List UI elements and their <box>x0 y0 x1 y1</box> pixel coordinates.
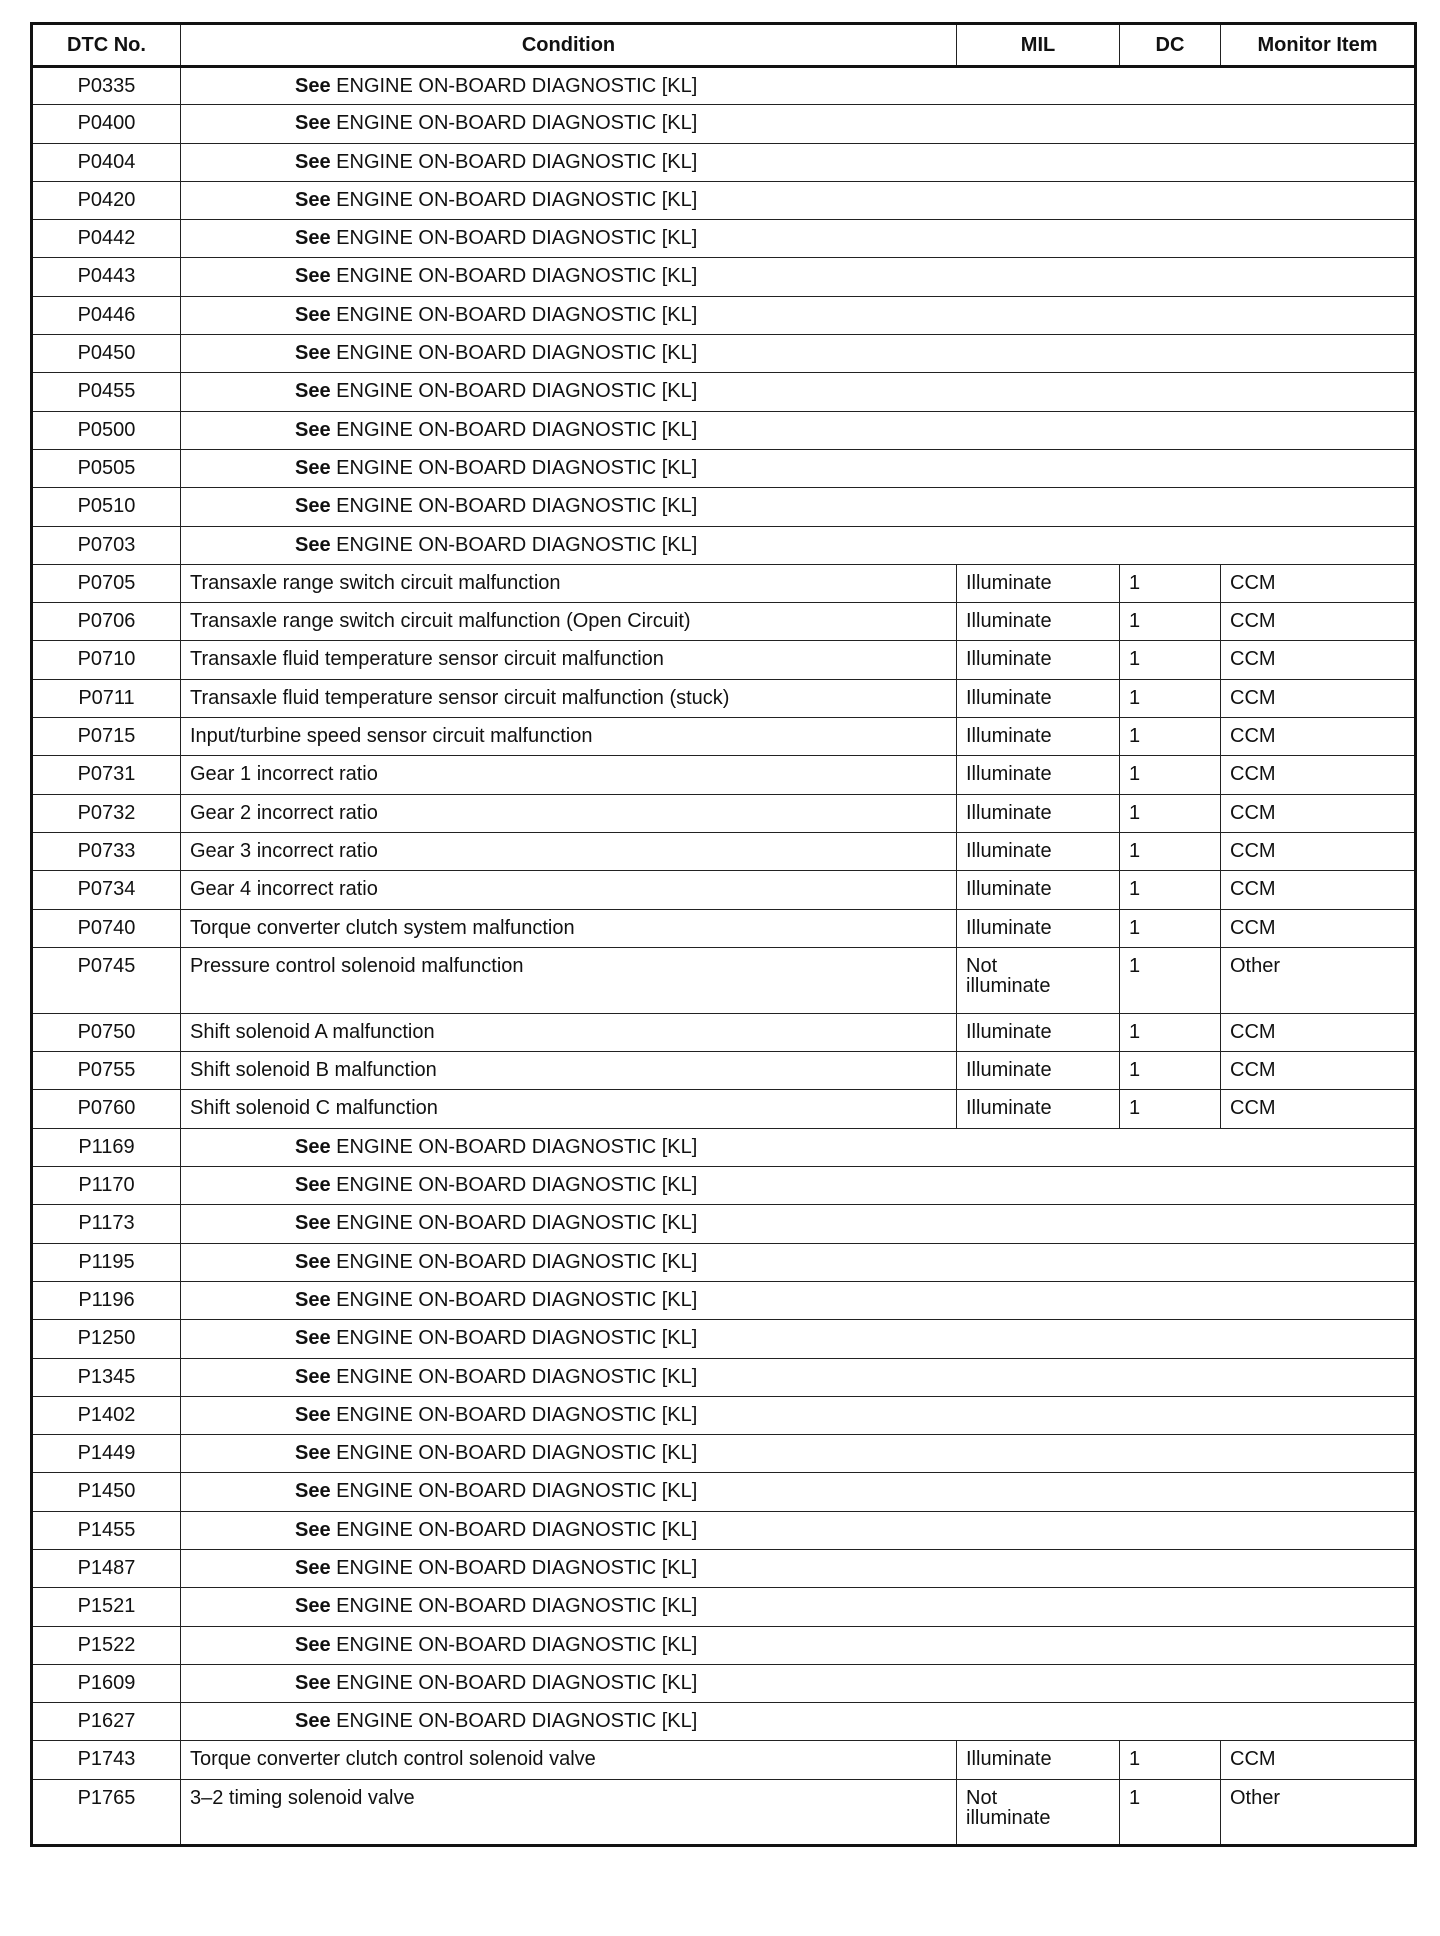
mil-cell: Illuminate <box>957 832 1120 870</box>
mil-cell: Illuminate <box>957 871 1120 909</box>
table-row <box>32 871 1416 909</box>
see-reference-text: ENGINE ON-BOARD DIAGNOSTIC [KL] <box>336 1518 698 1541</box>
condition-cell: Input/turbine speed sensor circuit malfunction <box>181 718 957 756</box>
table-row <box>32 679 1416 717</box>
see-reference-cell <box>181 1549 1416 1587</box>
dtc-cell: P0404 <box>32 143 181 181</box>
see-reference-cell <box>181 1703 1416 1741</box>
table-row <box>32 526 1416 564</box>
dtc-cell: P0760 <box>32 1090 181 1128</box>
see-prefix: See <box>295 1403 331 1426</box>
mil-cell: Illuminate <box>957 756 1120 794</box>
dc-cell: 1 <box>1120 603 1221 641</box>
see-prefix: See <box>295 1174 331 1197</box>
dc-cell: 1 <box>1120 909 1221 947</box>
table-row <box>32 296 1416 334</box>
condition-cell: Pressure control solenoid malfunction <box>181 947 957 1013</box>
see-reference-cell <box>181 105 1416 143</box>
table-row <box>32 603 1416 641</box>
monitor-item-cell: CCM <box>1221 1741 1416 1779</box>
see-prefix: See <box>295 112 331 135</box>
dc-cell: 1 <box>1120 947 1221 1013</box>
monitor-item-cell: CCM <box>1221 909 1416 947</box>
see-reference-text: ENGINE ON-BOARD DIAGNOSTIC [KL] <box>336 418 698 441</box>
see-reference-text: ENGINE ON-BOARD DIAGNOSTIC [KL] <box>336 456 698 479</box>
monitor-item-cell: CCM <box>1221 832 1416 870</box>
table-row <box>32 1473 1416 1511</box>
see-prefix: See <box>295 1327 331 1350</box>
see-reference-text: ENGINE ON-BOARD DIAGNOSTIC [KL] <box>336 1556 698 1579</box>
dtc-cell: P0505 <box>32 449 181 487</box>
table-row <box>32 947 1416 1013</box>
see-reference-cell <box>181 1435 1416 1473</box>
see-reference-text: ENGINE ON-BOARD DIAGNOSTIC [KL] <box>336 1633 698 1656</box>
see-reference-cell <box>181 1396 1416 1434</box>
table-row <box>32 181 1416 219</box>
mil-cell: Illuminate <box>957 1052 1120 1090</box>
header-condition: Condition <box>181 24 957 67</box>
see-prefix: See <box>295 1250 331 1273</box>
condition-cell: Gear 4 incorrect ratio <box>181 871 957 909</box>
condition-cell: 3–2 timing solenoid valve <box>181 1779 957 1845</box>
monitor-item-cell: CCM <box>1221 603 1416 641</box>
mil-cell: Illuminate <box>957 641 1120 679</box>
dtc-cell: P1450 <box>32 1473 181 1511</box>
monitor-item-cell: Other <box>1221 1779 1416 1845</box>
see-reference-text: ENGINE ON-BOARD DIAGNOSTIC [KL] <box>336 1403 698 1426</box>
see-reference-cell <box>181 296 1416 334</box>
dtc-cell: P0732 <box>32 794 181 832</box>
dtc-cell: P1196 <box>32 1281 181 1319</box>
see-prefix: See <box>295 533 331 556</box>
mil-cell: Illuminate <box>957 1741 1120 1779</box>
dc-cell: 1 <box>1120 871 1221 909</box>
dtc-cell: P1627 <box>32 1703 181 1741</box>
table-row <box>32 1205 1416 1243</box>
condition-cell: Transaxle fluid temperature sensor circuit malfunction (stuck) <box>181 679 957 717</box>
mil-cell: Not illuminate <box>957 1779 1120 1845</box>
condition-cell: Shift solenoid A malfunction <box>181 1013 957 1051</box>
see-prefix: See <box>295 188 331 211</box>
see-reference-text: ENGINE ON-BOARD DIAGNOSTIC [KL] <box>336 1442 698 1465</box>
see-reference-text: ENGINE ON-BOARD DIAGNOSTIC [KL] <box>336 112 698 135</box>
table-row <box>32 1167 1416 1205</box>
see-prefix: See <box>295 1518 331 1541</box>
monitor-item-cell: CCM <box>1221 641 1416 679</box>
table-row <box>32 258 1416 296</box>
see-reference-cell <box>181 67 1416 105</box>
dtc-cell: P1521 <box>32 1588 181 1626</box>
see-prefix: See <box>295 1671 331 1694</box>
dc-cell: 1 <box>1120 564 1221 602</box>
dtc-cell: P0443 <box>32 258 181 296</box>
see-prefix: See <box>295 1212 331 1235</box>
dtc-cell: P1169 <box>32 1128 181 1166</box>
see-reference-cell <box>181 181 1416 219</box>
dtc-cell: P1402 <box>32 1396 181 1434</box>
table-row <box>32 1396 1416 1434</box>
table-row <box>32 67 1416 105</box>
table-row <box>32 1549 1416 1587</box>
condition-cell: Shift solenoid B malfunction <box>181 1052 957 1090</box>
dtc-cell: P1345 <box>32 1358 181 1396</box>
see-reference-cell <box>181 1511 1416 1549</box>
dtc-cell: P0706 <box>32 603 181 641</box>
header-monitor-item: Monitor Item <box>1221 24 1416 67</box>
condition-cell: Transaxle range switch circuit malfunction <box>181 564 957 602</box>
table-row <box>32 1243 1416 1281</box>
dtc-cell: P1449 <box>32 1435 181 1473</box>
see-reference-cell <box>181 1167 1416 1205</box>
dtc-cell: P0450 <box>32 335 181 373</box>
dc-cell: 1 <box>1120 756 1221 794</box>
see-reference-cell <box>181 1281 1416 1319</box>
table-row <box>32 564 1416 602</box>
condition-cell: Gear 1 incorrect ratio <box>181 756 957 794</box>
dtc-cell: P1170 <box>32 1167 181 1205</box>
table-row <box>32 1320 1416 1358</box>
see-reference-text: ENGINE ON-BOARD DIAGNOSTIC [KL] <box>336 1135 698 1158</box>
table-row <box>32 1281 1416 1319</box>
see-prefix: See <box>295 1135 331 1158</box>
monitor-item-cell: CCM <box>1221 679 1416 717</box>
table-row <box>32 1435 1416 1473</box>
dtc-cell: P0455 <box>32 373 181 411</box>
condition-cell: Transaxle fluid temperature sensor circuit malfunction <box>181 641 957 679</box>
see-prefix: See <box>295 1595 331 1618</box>
dtc-cell: P1487 <box>32 1549 181 1587</box>
see-reference-text: ENGINE ON-BOARD DIAGNOSTIC [KL] <box>336 533 698 556</box>
dc-cell: 1 <box>1120 1090 1221 1128</box>
see-reference-cell <box>181 335 1416 373</box>
see-reference-cell <box>181 488 1416 526</box>
dtc-cell: P0740 <box>32 909 181 947</box>
see-reference-cell <box>181 411 1416 449</box>
table-row <box>32 220 1416 258</box>
condition-cell: Gear 3 incorrect ratio <box>181 832 957 870</box>
see-reference-cell <box>181 1243 1416 1281</box>
dtc-cell: P0745 <box>32 947 181 1013</box>
mil-cell: Illuminate <box>957 603 1120 641</box>
mil-cell: Illuminate <box>957 794 1120 832</box>
see-reference-cell <box>181 1588 1416 1626</box>
monitor-item-cell: CCM <box>1221 1090 1416 1128</box>
table-row <box>32 373 1416 411</box>
see-reference-cell <box>181 1320 1416 1358</box>
see-prefix: See <box>295 418 331 441</box>
dc-cell: 1 <box>1120 718 1221 756</box>
table-row <box>32 1588 1416 1626</box>
dtc-cell: P1195 <box>32 1243 181 1281</box>
condition-cell: Gear 2 incorrect ratio <box>181 794 957 832</box>
see-prefix: See <box>295 1365 331 1388</box>
table-row <box>32 832 1416 870</box>
see-reference-text: ENGINE ON-BOARD DIAGNOSTIC [KL] <box>336 1174 698 1197</box>
dtc-cell: P0705 <box>32 564 181 602</box>
see-reference-cell <box>181 1128 1416 1166</box>
dtc-cell: P1743 <box>32 1741 181 1779</box>
see-reference-cell <box>181 449 1416 487</box>
mil-cell: Illuminate <box>957 718 1120 756</box>
dtc-cell: P0446 <box>32 296 181 334</box>
see-prefix: See <box>295 150 331 173</box>
see-reference-cell <box>181 220 1416 258</box>
see-reference-cell <box>181 143 1416 181</box>
dc-cell: 1 <box>1120 1779 1221 1845</box>
see-prefix: See <box>295 1480 331 1503</box>
see-reference-text: ENGINE ON-BOARD DIAGNOSTIC [KL] <box>336 75 698 97</box>
see-prefix: See <box>295 380 331 403</box>
see-prefix: See <box>295 456 331 479</box>
table-row <box>32 641 1416 679</box>
dtc-cell: P0731 <box>32 756 181 794</box>
dtc-cell: P0733 <box>32 832 181 870</box>
see-prefix: See <box>295 1556 331 1579</box>
see-reference-text: ENGINE ON-BOARD DIAGNOSTIC [KL] <box>336 1710 698 1733</box>
table-body <box>32 67 1416 1846</box>
see-reference-cell <box>181 1358 1416 1396</box>
mil-cell: Illuminate <box>957 679 1120 717</box>
dtc-cell: P0750 <box>32 1013 181 1051</box>
mil-cell: Illuminate <box>957 1013 1120 1051</box>
dc-cell: 1 <box>1120 832 1221 870</box>
dc-cell: 1 <box>1120 794 1221 832</box>
table-row <box>32 1779 1416 1845</box>
table-row <box>32 794 1416 832</box>
monitor-item-cell: Other <box>1221 947 1416 1013</box>
monitor-item-cell: CCM <box>1221 564 1416 602</box>
dc-cell: 1 <box>1120 1013 1221 1051</box>
see-reference-text: ENGINE ON-BOARD DIAGNOSTIC [KL] <box>336 188 698 211</box>
table-row <box>32 1052 1416 1090</box>
see-prefix: See <box>295 1710 331 1733</box>
see-reference-cell <box>181 258 1416 296</box>
see-reference-text: ENGINE ON-BOARD DIAGNOSTIC [KL] <box>336 1212 698 1235</box>
see-reference-text: ENGINE ON-BOARD DIAGNOSTIC [KL] <box>336 495 698 518</box>
mil-cell: Illuminate <box>957 1090 1120 1128</box>
see-reference-cell <box>181 1205 1416 1243</box>
see-reference-text: ENGINE ON-BOARD DIAGNOSTIC [KL] <box>336 1327 698 1350</box>
condition-cell: Torque converter clutch control solenoid valve <box>181 1741 957 1779</box>
dtc-cell: P0335 <box>32 67 181 105</box>
see-reference-cell <box>181 526 1416 564</box>
table-row <box>32 1741 1416 1779</box>
monitor-item-cell: CCM <box>1221 1052 1416 1090</box>
see-reference-text: ENGINE ON-BOARD DIAGNOSTIC [KL] <box>336 1288 698 1311</box>
condition-cell: Transaxle range switch circuit malfunction (Open Circuit) <box>181 603 957 641</box>
table-row <box>32 143 1416 181</box>
mil-cell: Not illuminate <box>957 947 1120 1013</box>
monitor-item-cell: CCM <box>1221 794 1416 832</box>
see-prefix: See <box>295 227 331 250</box>
table-row <box>32 1090 1416 1128</box>
header-row <box>32 24 1416 67</box>
table-row <box>32 1703 1416 1741</box>
table-row <box>32 1358 1416 1396</box>
see-prefix: See <box>295 1288 331 1311</box>
table-row <box>32 718 1416 756</box>
header-dc: DC <box>1120 24 1221 67</box>
see-reference-cell <box>181 373 1416 411</box>
dtc-cell: P0500 <box>32 411 181 449</box>
dc-cell: 1 <box>1120 1052 1221 1090</box>
header-mil: MIL <box>957 24 1120 67</box>
dc-cell: 1 <box>1120 679 1221 717</box>
dtc-cell: P0420 <box>32 181 181 219</box>
table-row <box>32 335 1416 373</box>
dtc-cell: P0711 <box>32 679 181 717</box>
header-dtc: DTC No. <box>32 24 181 67</box>
see-prefix: See <box>295 75 331 97</box>
monitor-item-cell: CCM <box>1221 756 1416 794</box>
see-prefix: See <box>295 1633 331 1656</box>
table-row <box>32 411 1416 449</box>
monitor-item-cell: CCM <box>1221 871 1416 909</box>
see-reference-text: ENGINE ON-BOARD DIAGNOSTIC [KL] <box>336 380 698 403</box>
dtc-cell: P0703 <box>32 526 181 564</box>
dtc-table <box>30 22 1417 1847</box>
table-row <box>32 1128 1416 1166</box>
dtc-cell: P0510 <box>32 488 181 526</box>
table-row <box>32 1626 1416 1664</box>
table-row <box>32 449 1416 487</box>
mil-cell: Illuminate <box>957 909 1120 947</box>
see-reference-text: ENGINE ON-BOARD DIAGNOSTIC [KL] <box>336 150 698 173</box>
dtc-cell: P1522 <box>32 1626 181 1664</box>
dtc-cell: P0442 <box>32 220 181 258</box>
see-reference-text: ENGINE ON-BOARD DIAGNOSTIC [KL] <box>336 1671 698 1694</box>
see-prefix: See <box>295 265 331 288</box>
dtc-cell: P0734 <box>32 871 181 909</box>
see-reference-text: ENGINE ON-BOARD DIAGNOSTIC [KL] <box>336 1480 698 1503</box>
see-prefix: See <box>295 1442 331 1465</box>
table-row <box>32 1013 1416 1051</box>
see-reference-cell <box>181 1626 1416 1664</box>
see-reference-text: ENGINE ON-BOARD DIAGNOSTIC [KL] <box>336 1250 698 1273</box>
dtc-cell: P1173 <box>32 1205 181 1243</box>
dtc-cell: P1250 <box>32 1320 181 1358</box>
see-reference-text: ENGINE ON-BOARD DIAGNOSTIC [KL] <box>336 227 698 250</box>
see-prefix: See <box>295 303 331 326</box>
dc-cell: 1 <box>1120 1741 1221 1779</box>
see-prefix: See <box>295 495 331 518</box>
table-row <box>32 756 1416 794</box>
dtc-cell: P1765 <box>32 1779 181 1845</box>
table-row <box>32 909 1416 947</box>
see-prefix: See <box>295 342 331 365</box>
table-row <box>32 1664 1416 1702</box>
condition-cell: Shift solenoid C malfunction <box>181 1090 957 1128</box>
mil-cell: Illuminate <box>957 564 1120 602</box>
dtc-cell: P0710 <box>32 641 181 679</box>
dtc-cell: P0755 <box>32 1052 181 1090</box>
see-reference-text: ENGINE ON-BOARD DIAGNOSTIC [KL] <box>336 1595 698 1618</box>
dtc-cell: P0715 <box>32 718 181 756</box>
dtc-cell: P1609 <box>32 1664 181 1702</box>
table-row <box>32 1511 1416 1549</box>
condition-cell: Torque converter clutch system malfunction <box>181 909 957 947</box>
see-reference-text: ENGINE ON-BOARD DIAGNOSTIC [KL] <box>336 265 698 288</box>
monitor-item-cell: CCM <box>1221 1013 1416 1051</box>
see-reference-text: ENGINE ON-BOARD DIAGNOSTIC [KL] <box>336 303 698 326</box>
dtc-cell: P1455 <box>32 1511 181 1549</box>
dtc-cell: P0400 <box>32 105 181 143</box>
see-reference-text: ENGINE ON-BOARD DIAGNOSTIC [KL] <box>336 342 698 365</box>
table-row <box>32 105 1416 143</box>
table-row <box>32 488 1416 526</box>
see-reference-cell <box>181 1664 1416 1702</box>
see-reference-text: ENGINE ON-BOARD DIAGNOSTIC [KL] <box>336 1365 698 1388</box>
monitor-item-cell: CCM <box>1221 718 1416 756</box>
dc-cell: 1 <box>1120 641 1221 679</box>
see-reference-cell <box>181 1473 1416 1511</box>
